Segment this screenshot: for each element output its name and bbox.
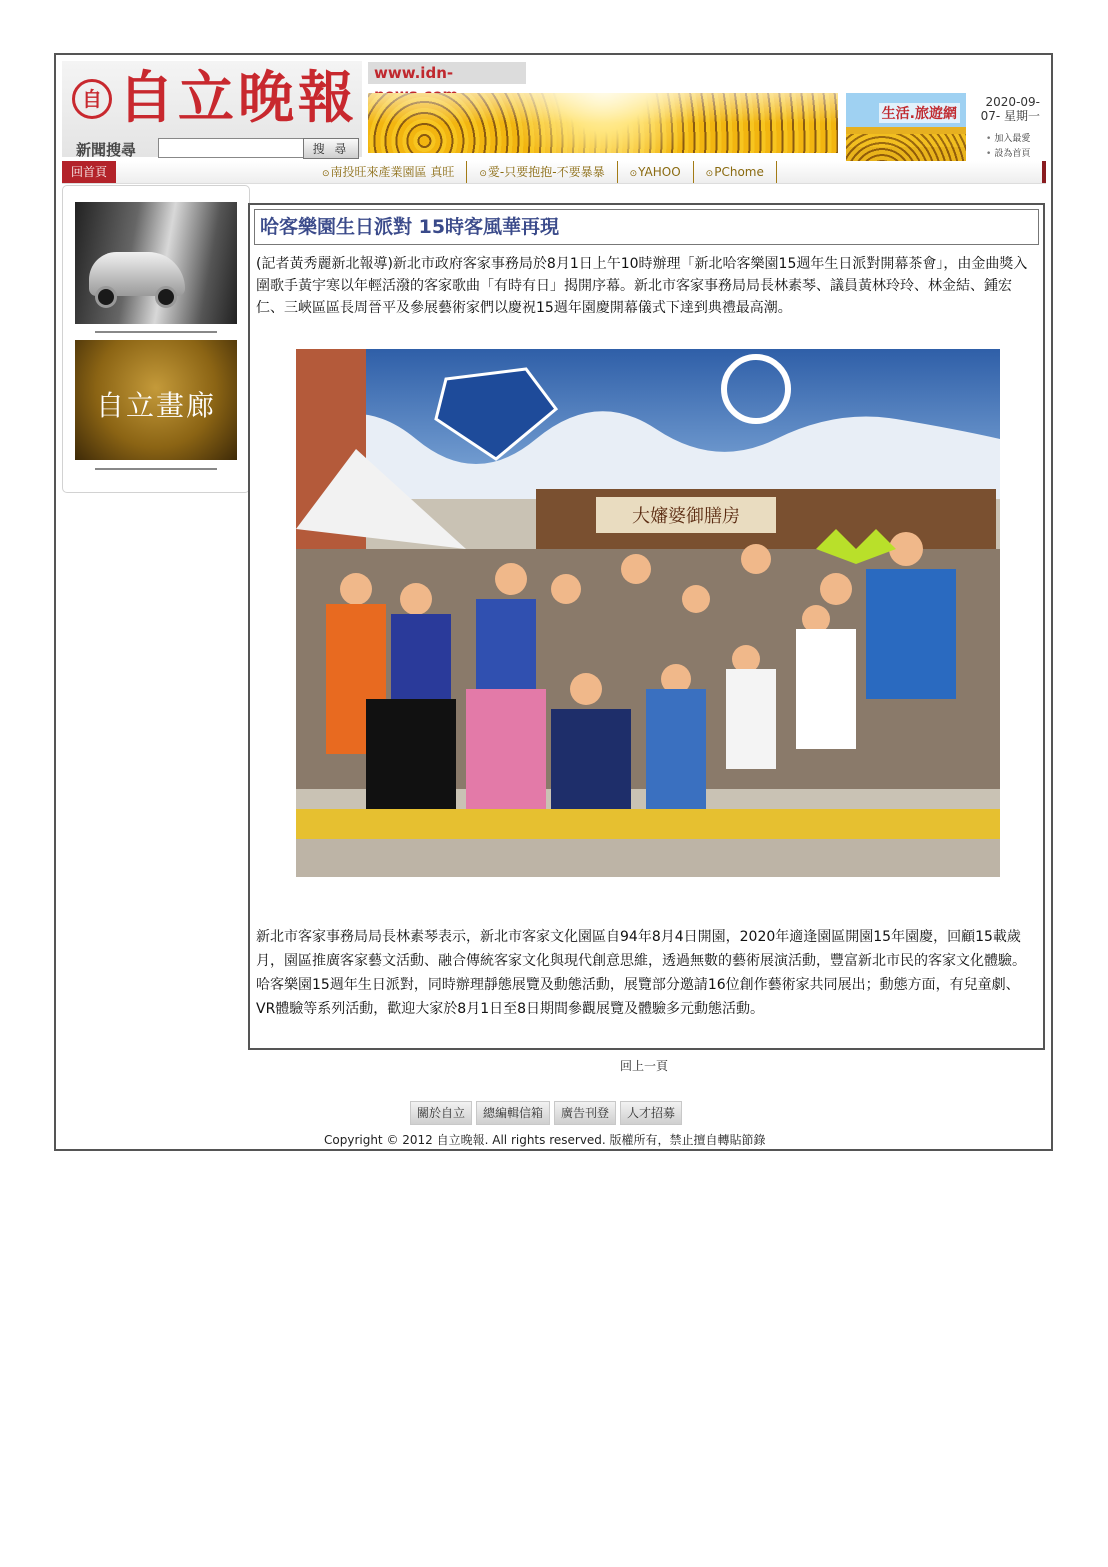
back-link[interactable]: 回上一頁: [620, 1059, 669, 1073]
photo-sign: 大嬸婆御膳房: [632, 506, 740, 527]
article-paragraph-2: 新北市客家事務局局長林素琴表示，新北市客家文化園區自94年8月4日開園，2020年適逢園區開園15年園慶，回顧15載歲月，園區推廣客家藝文活動、融合傳統客家文化與現代創意思維，透過無數的藝術展演活動，豐富新北市民的客家文化體驗。哈客樂園15週年生日派對，同時辦理靜態展覽及動態活動，展覽部分邀請16位創作藝術家共同展出；動態方面，有兒童劇、VR體驗等系列活動，歡迎大家於8月1日至8日期間參觀展覽及體驗多元動態活動。: [256, 929, 1026, 1017]
travel-ad-label: 生活.旅遊網: [879, 103, 960, 123]
nav-link-hug[interactable]: ⊙ 愛-只要抱抱-不要暴暴: [467, 161, 617, 183]
footer-links: [410, 1101, 682, 1125]
copyright-text: Copyright © 2012 自立晚報. All rights reserved. 版權所有，禁止擅自轉貼節錄: [324, 1133, 766, 1147]
nav-links: [310, 161, 777, 183]
nav-link-yahoo[interactable]: ⊙ YAHOO: [618, 161, 694, 183]
article-box: [248, 203, 1045, 1050]
search-button[interactable]: 搜 尋: [303, 138, 359, 159]
event-photo: [296, 349, 1000, 877]
nav-link-nantou[interactable]: ⊙ 南投旺來產業園區 真旺: [310, 161, 467, 183]
sidebar-divider: [95, 468, 217, 470]
gallery-ad-label: 自立畫廊: [95, 389, 216, 422]
date-line-2: 07- 星期一: [980, 109, 1040, 123]
article-paragraph-1: (記者黃秀麗新北報導)新北市政府客家事務局於8月1日上午10時辦理「新北哈客樂園15週年生日派對開幕茶會」，由金曲獎入圍歌手黃宇寒以年輕活潑的客家歌曲「有時有日」揭開序幕。新北市客家事務局局長林素琴、議員黃林玲玲、林金結、鍾宏仁、三峽區區長周晉平及參展藝術家們以慶祝15週年園慶開幕儀式下達到典禮最高潮。: [256, 256, 1028, 316]
nav-link-pchome[interactable]: ⊙ PChome: [694, 161, 777, 183]
article-title: 哈客樂園生日派對 15時客風華再現: [254, 209, 1039, 245]
home-nav-button[interactable]: 回首頁: [62, 161, 116, 183]
logo-mark-icon: 自: [72, 79, 112, 119]
footer-link-editor-mail[interactable]: 總編輯信箱: [476, 1101, 550, 1125]
car-ad-banner[interactable]: [75, 202, 237, 324]
site-url[interactable]: www.idn-: [368, 62, 526, 84]
add-favorite-link[interactable]: • 加入最愛: [986, 131, 1030, 144]
set-homepage-link[interactable]: • 設為首頁: [986, 146, 1030, 159]
search-input[interactable]: [158, 138, 306, 158]
footer-link-careers[interactable]: 人才招募: [620, 1101, 682, 1125]
sidebar-divider: [95, 331, 217, 333]
nav-end-cap: [1042, 161, 1046, 183]
date-line-1: 2020-09-: [985, 95, 1040, 109]
car-wheel-icon: [155, 286, 177, 308]
search-label: 新聞搜尋: [76, 141, 137, 159]
footer-link-about[interactable]: 關於自立: [410, 1101, 472, 1125]
site-logo[interactable]: 自立晚報: [118, 65, 358, 131]
nav-bar: [62, 161, 1046, 184]
page-frame: [54, 53, 1053, 1151]
footer-link-advertise[interactable]: 廣告刊登: [554, 1101, 616, 1125]
sidebar: [62, 185, 250, 493]
banner-overlay: [368, 93, 838, 153]
masthead: [62, 61, 362, 157]
gallery-ad-banner[interactable]: [75, 340, 237, 460]
date-display: [974, 95, 1040, 123]
car-wheel-icon: [95, 286, 117, 308]
